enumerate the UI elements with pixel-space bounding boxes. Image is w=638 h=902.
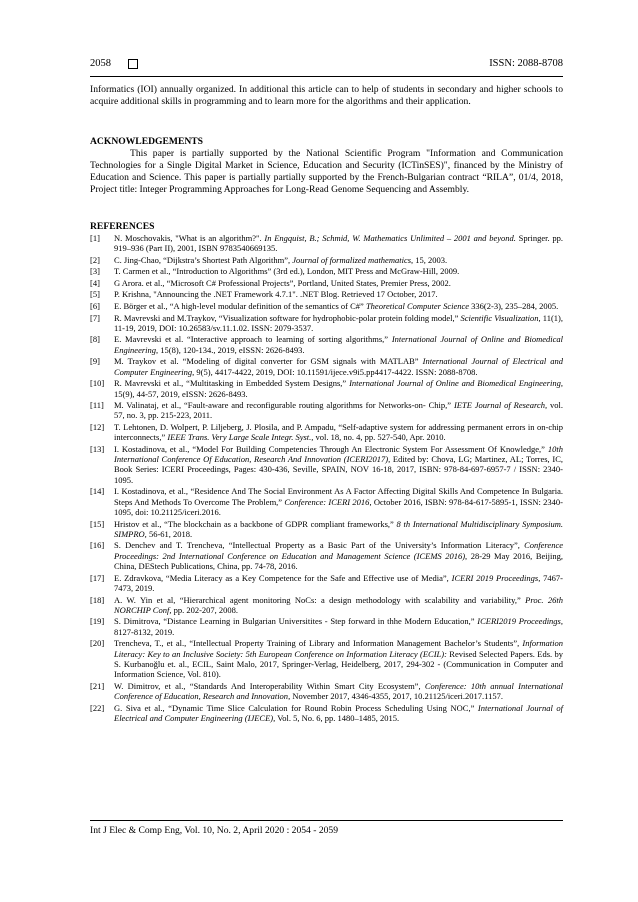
reference-text: P. Krishna, "Announcing the .NET Framework 4.7.1". .NET Blog. Retrieved 17 October, 2017. [114, 289, 438, 300]
reference-text: E. Zdravkova, “Media Literacy as a Key Competence for the Safe and Effective use of Media”, [114, 572, 452, 583]
reference-details: 56-61, 2018. [146, 528, 193, 539]
reference-item [90, 444, 563, 485]
reference-number: [11] [90, 400, 104, 411]
reference-item [90, 266, 563, 276]
reference-item [90, 356, 563, 377]
reference-details: , 9(5), 4417-4422, 2019, DOI: 10.11591/ijece.v9i5.pp4417-4422. ISSN: 2088-8708. [192, 366, 478, 377]
reference-text: Hristov et al., “The blockchain as a backbone of GDPR compliant frameworks,” [114, 518, 397, 529]
reference-source: International Journal of Online and Biomedical Engineering [114, 334, 563, 355]
reference-item [90, 255, 563, 265]
reference-source: International Journal of Electrical and Computer Engineering [114, 356, 563, 377]
reference-text: I. Kostadinova, et al., “Residence And The Social Environment As A Factor Affecting Digital Skills And Competence In Bulgaria. Steps And Methods To Overcome The Problem,” [114, 486, 563, 507]
reference-source: IEEE Trans. Very Large Scale Integr. Syst., [167, 432, 314, 443]
reference-source: IETE Journal of Research, [453, 400, 548, 411]
page-footer: Int J Elec & Comp Eng, Vol. 10, No. 2, April 2020 : 2054 - 2059 [90, 825, 339, 836]
reference-text: T. Carmen et al., “Introduction to Algorithms” (3rd ed.), London, MIT Press and McGraw-Hill, 2009. [114, 266, 460, 277]
reference-number: [9] [90, 356, 100, 367]
reference-list [90, 233, 563, 723]
reference-item [90, 289, 563, 299]
issn-label: ISSN: 2088-8708 [489, 58, 563, 69]
acknowledgements-heading: ACKNOWLEDGEMENTS [90, 136, 204, 147]
reference-text: I. Kostadinova, et al., “Model For Building Competencies Through An Electronic System For Assessment Of Knowledge,” [114, 443, 548, 454]
reference-source: International Journal of Online and Biomedical Engineering [349, 378, 561, 389]
reference-number: [10] [90, 378, 105, 389]
reference-number: [5] [90, 289, 100, 300]
reference-number: [19] [90, 616, 105, 627]
reference-number: [3] [90, 266, 100, 277]
reference-item [90, 334, 563, 355]
reference-details: , 15(8), 120-134., 2019, eISSN: 2626-8493. [156, 344, 305, 355]
reference-source: Theoretical Computer Science [365, 301, 470, 311]
reference-text: S. Dimitrova, “Distance Learning in Bulgarian Universitites - Step forward in thhe Modern Education,” [114, 616, 478, 627]
reference-text: E. Mavrevski et al. “Interactive approach to learning of sorting algorithms,” [114, 334, 392, 345]
reference-text: N. Moschovakis, "What is an algorithm?". [114, 233, 265, 243]
page-number: 2058 [90, 58, 111, 69]
reference-source: Conference Proceedings: 2nd International Conference on Education and Management Science (ICEMS 2016) [114, 540, 563, 561]
references-heading: REFERENCES [90, 221, 155, 232]
reference-details: , 28-29 May 2016, Beijing, China, DEStech Publications, China, pp. 74-78, 2016. [114, 550, 563, 572]
reference-text: A. W. Yin et al, “Hierarchical agent monitoring NoCs: a design methodology with scalability and variability,” [114, 594, 526, 605]
reference-details: Revised Selected Papers. Eds. by S. Kurbanoğlu et. al., ECIL, Saint Malo, 2017, Springer-Verlag, Heidelberg, 2017, 294-302 - (Communication in Computer and Information Science, Vol. 810). [114, 648, 563, 680]
reference-details: , 15, 2003. [411, 254, 448, 265]
reference-number: [13] [90, 443, 105, 454]
reference-text: C. Jing-Chao, “Dijkstra’s Shortest Path Algorithm”, [114, 254, 293, 265]
acknowledgements-text: This paper is partially supported by the National Scientific Program "Information and Communication Technologies for a Single Digital Market in Science, Education and Security (ICTinSES)", financed by the Ministry of Education and Science. This paper is partially partially supported by the French-Bulgarian contract “RILA”, 01/4, 2018, Project title: Integer Programming Approaches for Long-Read Genome Sequencing and Assembly. [90, 148, 563, 195]
reference-text: E. Börger et al., “A high-level modular definition of the semantics of C#” [114, 301, 366, 311]
reference-item [90, 573, 563, 594]
reference-source: Proc. 26th NORCHIP Conf, [114, 594, 563, 615]
reference-item [90, 313, 563, 334]
reference-source: Conference: 10th annual International Conference of Education, Research and Innovation [114, 680, 563, 702]
reference-number: [15] [90, 518, 105, 529]
page-body [90, 84, 563, 725]
reference-item [90, 638, 563, 679]
reference-source: Conference: ICERI 2016 [284, 496, 370, 507]
reference-number: [16] [90, 540, 105, 551]
reference-text: W. Dimitrov, et al., “Standards And Interoperability Within Smart City Ecosystem”, [114, 680, 425, 691]
reference-details: , 8127-8132, 2019. [114, 616, 563, 637]
reference-source: 8 th International Multidisciplinary Symposium. SIMPRO, [114, 518, 563, 539]
reference-text: R. Mavrevski and M.Traykov, “Visualization software for hydrophobic-polar protein folding model,” [114, 312, 461, 323]
reference-details: , 11(1), 11-19, 2019, DOI: 10.26583/sv.11.1.02. ISSN: 2079-3537. [114, 312, 563, 333]
reference-text: G Arora. et al., “Microsoft C# Professional Projects”, Portland, United States, Premier Press, 2002. [114, 277, 451, 288]
reference-item [90, 616, 563, 637]
reference-number: [22] [90, 702, 105, 713]
reference-number: [18] [90, 594, 105, 605]
reference-item [90, 278, 563, 288]
reference-details: , October 2016, ISBN: 978-84-617-5895-1, ISSN: 2340-1095, doi: 10.21125/iceri.2016. [114, 496, 563, 518]
reference-number: [7] [90, 312, 100, 323]
reference-number: [4] [90, 277, 100, 288]
reference-text: S. Denchev and T. Trencheva, “Intellectual Property as a Basic Part of the University’s Information Literacy”, [114, 540, 525, 551]
reference-source: In Engquist, B.; Schmid, W. Mathematics Unlimited – 2001 and beyond. [264, 233, 516, 243]
reference-details: Vol. 5, No. 6, pp. 1480–1485, 2015. [275, 713, 400, 724]
footer-rule [90, 820, 563, 821]
reference-text: T. Lehtonen, D. Wolpert, P. Liljeberg, J. Plosila, and P. Ampadu, “Self-adaptive system for addressing permanent errors in on-chip interconnects,” [114, 421, 563, 443]
reference-details: , 15(9), 44-57, 2019, eISSN: 2626-8493. [114, 378, 563, 399]
intro-paragraph: Informatics (IOI) annually organized. In additional this article can to help of students in secondary and higher schools to acquire additional skills in programming and to learn more for the algorithms and their application. [90, 84, 563, 107]
reference-item [90, 681, 563, 702]
reference-item [90, 540, 563, 571]
reference-item [90, 595, 563, 616]
reference-number: [1] [90, 233, 100, 243]
reference-details: , Edited by: Chova, LG; Martinez, AL; Torres, IC, Book Series: ICERI Proceedings, Pages: 430-436, Seville, SPAIN, NOV 16-18, 2017, ISBN: 978-84-697-6957-7 / ISSN: 2340-1095. [114, 454, 563, 485]
reference-source: ICERI2019 Proceedings [477, 616, 561, 627]
reference-item [90, 519, 563, 540]
header-rule [90, 76, 563, 77]
reference-source: Scientific Visualization [460, 312, 539, 323]
reference-number: [6] [90, 301, 100, 311]
reference-text: M. Valinataj, et al., “Fault-aware and reconfigurable routing algorithms for Networks-on- Chip,” [114, 400, 454, 411]
reference-number: [8] [90, 334, 100, 345]
reference-details: vol. 18, no. 4, pp. 527-540, Apr. 2010. [313, 432, 446, 443]
reference-item [90, 703, 563, 724]
reference-item [90, 301, 563, 311]
reference-details: vol. 57, no. 3, pp. 215-223, 2011. [114, 400, 563, 421]
reference-item [90, 400, 563, 421]
reference-number: [17] [90, 572, 105, 583]
reference-details: Springer. pp. 919–936 (Part II), 2001, ISBN 9783540669135. [114, 233, 563, 254]
reference-item [90, 486, 563, 517]
reference-text: R. Mavrevski et al., “Multitasking in Embedded System Designs,” [114, 378, 350, 389]
reference-number: [21] [90, 680, 105, 691]
reference-item [90, 233, 563, 254]
reference-source: Journal of formalized mathematics [292, 254, 412, 265]
reference-source: 10th International Conference Of Education, Research And Innovation (ICERI2017) [114, 443, 563, 465]
reference-text: Trencheva, T., et al., “Intellectual Property Training of Library and Information Management Bachelor’s Students”, [114, 638, 523, 649]
reference-item [90, 422, 563, 443]
reference-details: 336(2-3), 235–284, 2005. [469, 301, 559, 311]
reference-number: [14] [90, 486, 105, 497]
reference-details: , 7467-7473, 2019. [114, 572, 563, 593]
reference-source: Information Literacy: Key to an Inclusive Society: 5th European Conference on Information Literacy (ECIL): [114, 638, 563, 659]
reference-details: pp. 202-207, 2008. [171, 604, 239, 615]
reference-source: International Journal of Electrical and Computer Engineering (IJECE), [114, 702, 563, 724]
reference-number: [12] [90, 421, 105, 432]
reference-details: , November 2017, 4346-4355, 2017, 10.21125/iceri.2017.1157. [288, 691, 503, 702]
reference-number: [20] [90, 638, 105, 649]
reference-source: ICERI 2019 Proceedings [451, 572, 539, 583]
page-header [90, 58, 563, 74]
reference-text: M. Traykov et al. “Modeling of digital converter for GSM signals with MATLAB” [114, 356, 423, 367]
reference-text: G. Siva et al., “Dynamic Time Slice Calculation for Round Robin Process Scheduling Using NOC,” [114, 702, 478, 713]
reference-item [90, 378, 563, 399]
square-bullet-icon [128, 59, 138, 69]
reference-number: [2] [90, 254, 100, 265]
